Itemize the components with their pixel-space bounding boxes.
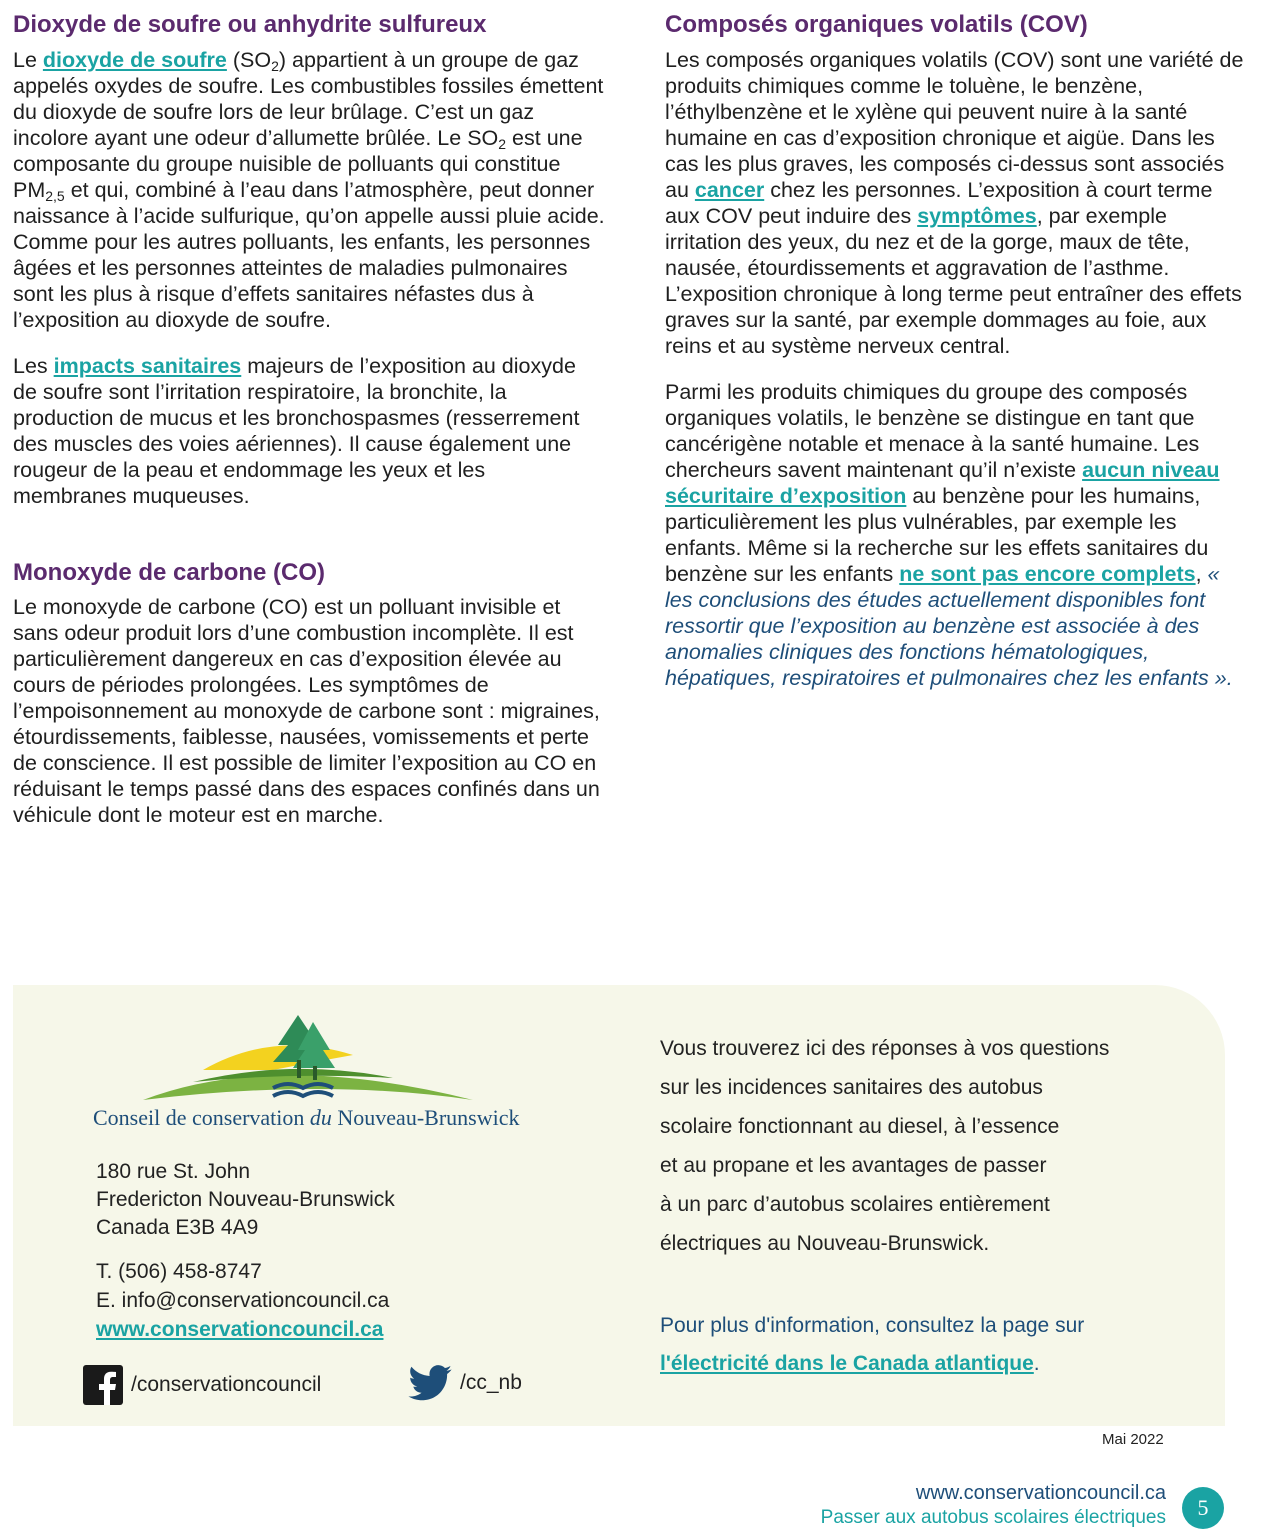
cov-heading: Composés organiques volatils (COV) (665, 11, 1088, 38)
cov-paragraph-1 (665, 47, 1245, 359)
text: Conseil de conservation (93, 1105, 310, 1130)
text: Les (13, 354, 54, 378)
so2-paragraph-2 (13, 353, 593, 509)
text: (SO (226, 48, 272, 72)
link-dioxyde-de-soufre[interactable]: dioxyde de soufre (42, 48, 227, 72)
text: , (1195, 562, 1208, 586)
text: ) appartient à un groupe de gaz appelés oxydes de soufre. Les combustibles fossiles émettent du dioxyde de soufre lors de leur brûlage. C’est un gaz incolore ayant une odeur d’allumette brûlée. Le SO (13, 48, 604, 150)
more-info-text: Pour plus d'information, consultez la page sur (660, 1314, 1085, 1337)
text: . (1033, 1352, 1040, 1375)
subscript: 2,5 (45, 188, 65, 204)
text: Les composés organiques volatils (COV) sont une variété de produits chimiques comme le toluène, le benzène, l’éthylbenzène et le xylène qui peuvent nuire à la santé humaine en cas d’exposition chronique et aigüe. Dans les cas les plus graves, les composés ci-dessus sont associés au (665, 48, 1244, 202)
subscript: 2 (498, 136, 507, 152)
text: chez les personnes. L’exposition à court terme aux COV peut induire des (665, 178, 1213, 228)
website-link[interactable]: www.conservationcouncil.ca (96, 1318, 384, 1341)
address-line: 180 rue St. John (96, 1160, 251, 1183)
contact-info (96, 1257, 389, 1344)
phone: T. (506) 458-8747 (96, 1260, 262, 1283)
address (96, 1158, 395, 1242)
link-pas-encore-complets[interactable]: ne sont pas encore complets (899, 562, 1196, 586)
text: Le (13, 48, 43, 72)
cov-paragraph-2 (665, 379, 1245, 691)
org-name (93, 1105, 519, 1131)
address-line: Canada E3B 4A9 (96, 1216, 259, 1239)
text: Nouveau-Brunswick (331, 1105, 520, 1130)
footer-subtitle: Passer aux autobus scolaires électriques (820, 1507, 1166, 1528)
page-number: 5 (1182, 1487, 1224, 1529)
contact-panel (13, 985, 1225, 1426)
conservation-council-logo (73, 1000, 493, 1110)
twitter-icon (408, 1365, 452, 1401)
description-line: et au propane et les avantages de passer (660, 1154, 1047, 1177)
more-info (660, 1307, 1084, 1383)
footer-url: www.conservationcouncil.ca (915, 1482, 1166, 1504)
text: au benzène pour les humains, particulièrement les plus vulnérables, par exemple les enfants. Même si la recherche sur les effets sanitaires du benzène sur les enfants (665, 484, 1209, 586)
description-line: Vous trouverez ici des réponses à vos questions (660, 1037, 1110, 1060)
benzene-quote: « les conclusions des études actuellement disponibles font ressortir que l’exposition au benzène est associée à des anomalies cliniques des fonctions hématologiques, hépatiques, respiratoires et pulmonaires chez les enfants ». (665, 562, 1233, 690)
right-column (665, 0, 1245, 691)
facebook-link[interactable] (83, 1365, 321, 1405)
left-column (13, 0, 613, 828)
link-electricite-canada-atlantique[interactable]: l'électricité dans le Canada atlantique (660, 1352, 1034, 1375)
panel-description (660, 1029, 1109, 1263)
text: du (309, 1105, 332, 1130)
twitter-link[interactable] (408, 1365, 522, 1401)
text: , par exemple irritation des yeux, du nez et de la gorge, maux de tête, nausée, étourdissements et aggravation de l’asthme. L’exposition chronique à long terme peut entraîner des effets graves sur la santé, par exemple dommages au foie, aux reins et au système nerveux central. (665, 204, 1242, 358)
text: Parmi les produits chimiques du groupe des composés organiques volatils, le benzène se distingue en tant que cancérigène notable et menace à la santé humaine. Les chercheurs savent maintenant qu’il n’existe (665, 380, 1200, 482)
text: majeurs de l’exposition au dioxyde de soufre sont l’irritation respiratoire, la bronchite, la production de mucus et les bronchospasmes (resserrement des muscles des voies aériennes). Il cause également une rougeur de la peau et endommage les yeux et les membranes muqueuses. (13, 354, 580, 508)
link-symptomes[interactable]: symptômes (917, 204, 1037, 228)
so2-paragraph-1 (13, 47, 613, 333)
address-line: Fredericton Nouveau-Brunswick (96, 1188, 395, 1211)
text: et qui, combiné à l’eau dans l’atmosphère, peut donner naissance à l’acide sulfurique, qu’on appelle aussi pluie acide. Comme pour les autres polluants, les enfants, les personnes âgées et les personnes atteintes de maladies pulmonaires sont les plus à risque d’effets sanitaires néfastes dus à l’exposition au dioxyde de soufre. (13, 178, 605, 332)
text: est une composante du groupe nuisible de polluants qui constitue PM (13, 126, 583, 202)
co-paragraph: Le monoxyde de carbone (CO) est un polluant invisible et sans odeur produit lors d’une combustion incomplète. Il est particulièrement dangereux en cas d’exposition élevée au cours de périodes prolongées. Les symptômes de l’empoisonnement au monoxyde de carbone sont : migraines, étourdissements, faiblesse, nausées, vomissements et perte de conscience. Il est possible de limiter l’exposition au CO en réduisant le temps passé dans des espaces confinés dans un véhicule dont le moteur est en marche. (13, 595, 600, 827)
subscript: 2 (271, 58, 279, 74)
link-impacts-sanitaires[interactable]: impacts sanitaires (53, 354, 242, 378)
email: E. info@conservationcouncil.ca (96, 1289, 390, 1312)
description-line: sur les incidences sanitaires des autobus (660, 1076, 1043, 1099)
link-cancer[interactable]: cancer (694, 178, 765, 202)
link-aucun-niveau[interactable]: aucun niveau sécuritaire d’exposition (665, 458, 1220, 508)
co-heading: Monoxyde de carbone (CO) (13, 559, 326, 586)
twitter-handle: /cc_nb (460, 1371, 522, 1394)
facebook-handle: /conservationcouncil (131, 1373, 322, 1396)
description-line: à un parc d’autobus scolaires entièrement (660, 1193, 1050, 1216)
description-line: électriques au Nouveau-Brunswick. (660, 1232, 990, 1255)
facebook-icon (83, 1365, 123, 1405)
description-line: scolaire fonctionnant au diesel, à l’essence (660, 1115, 1060, 1138)
publication-date: Mai 2022 (1102, 1431, 1164, 1448)
so2-heading: Dioxyde de soufre ou anhydrite sulfureux (13, 11, 487, 38)
